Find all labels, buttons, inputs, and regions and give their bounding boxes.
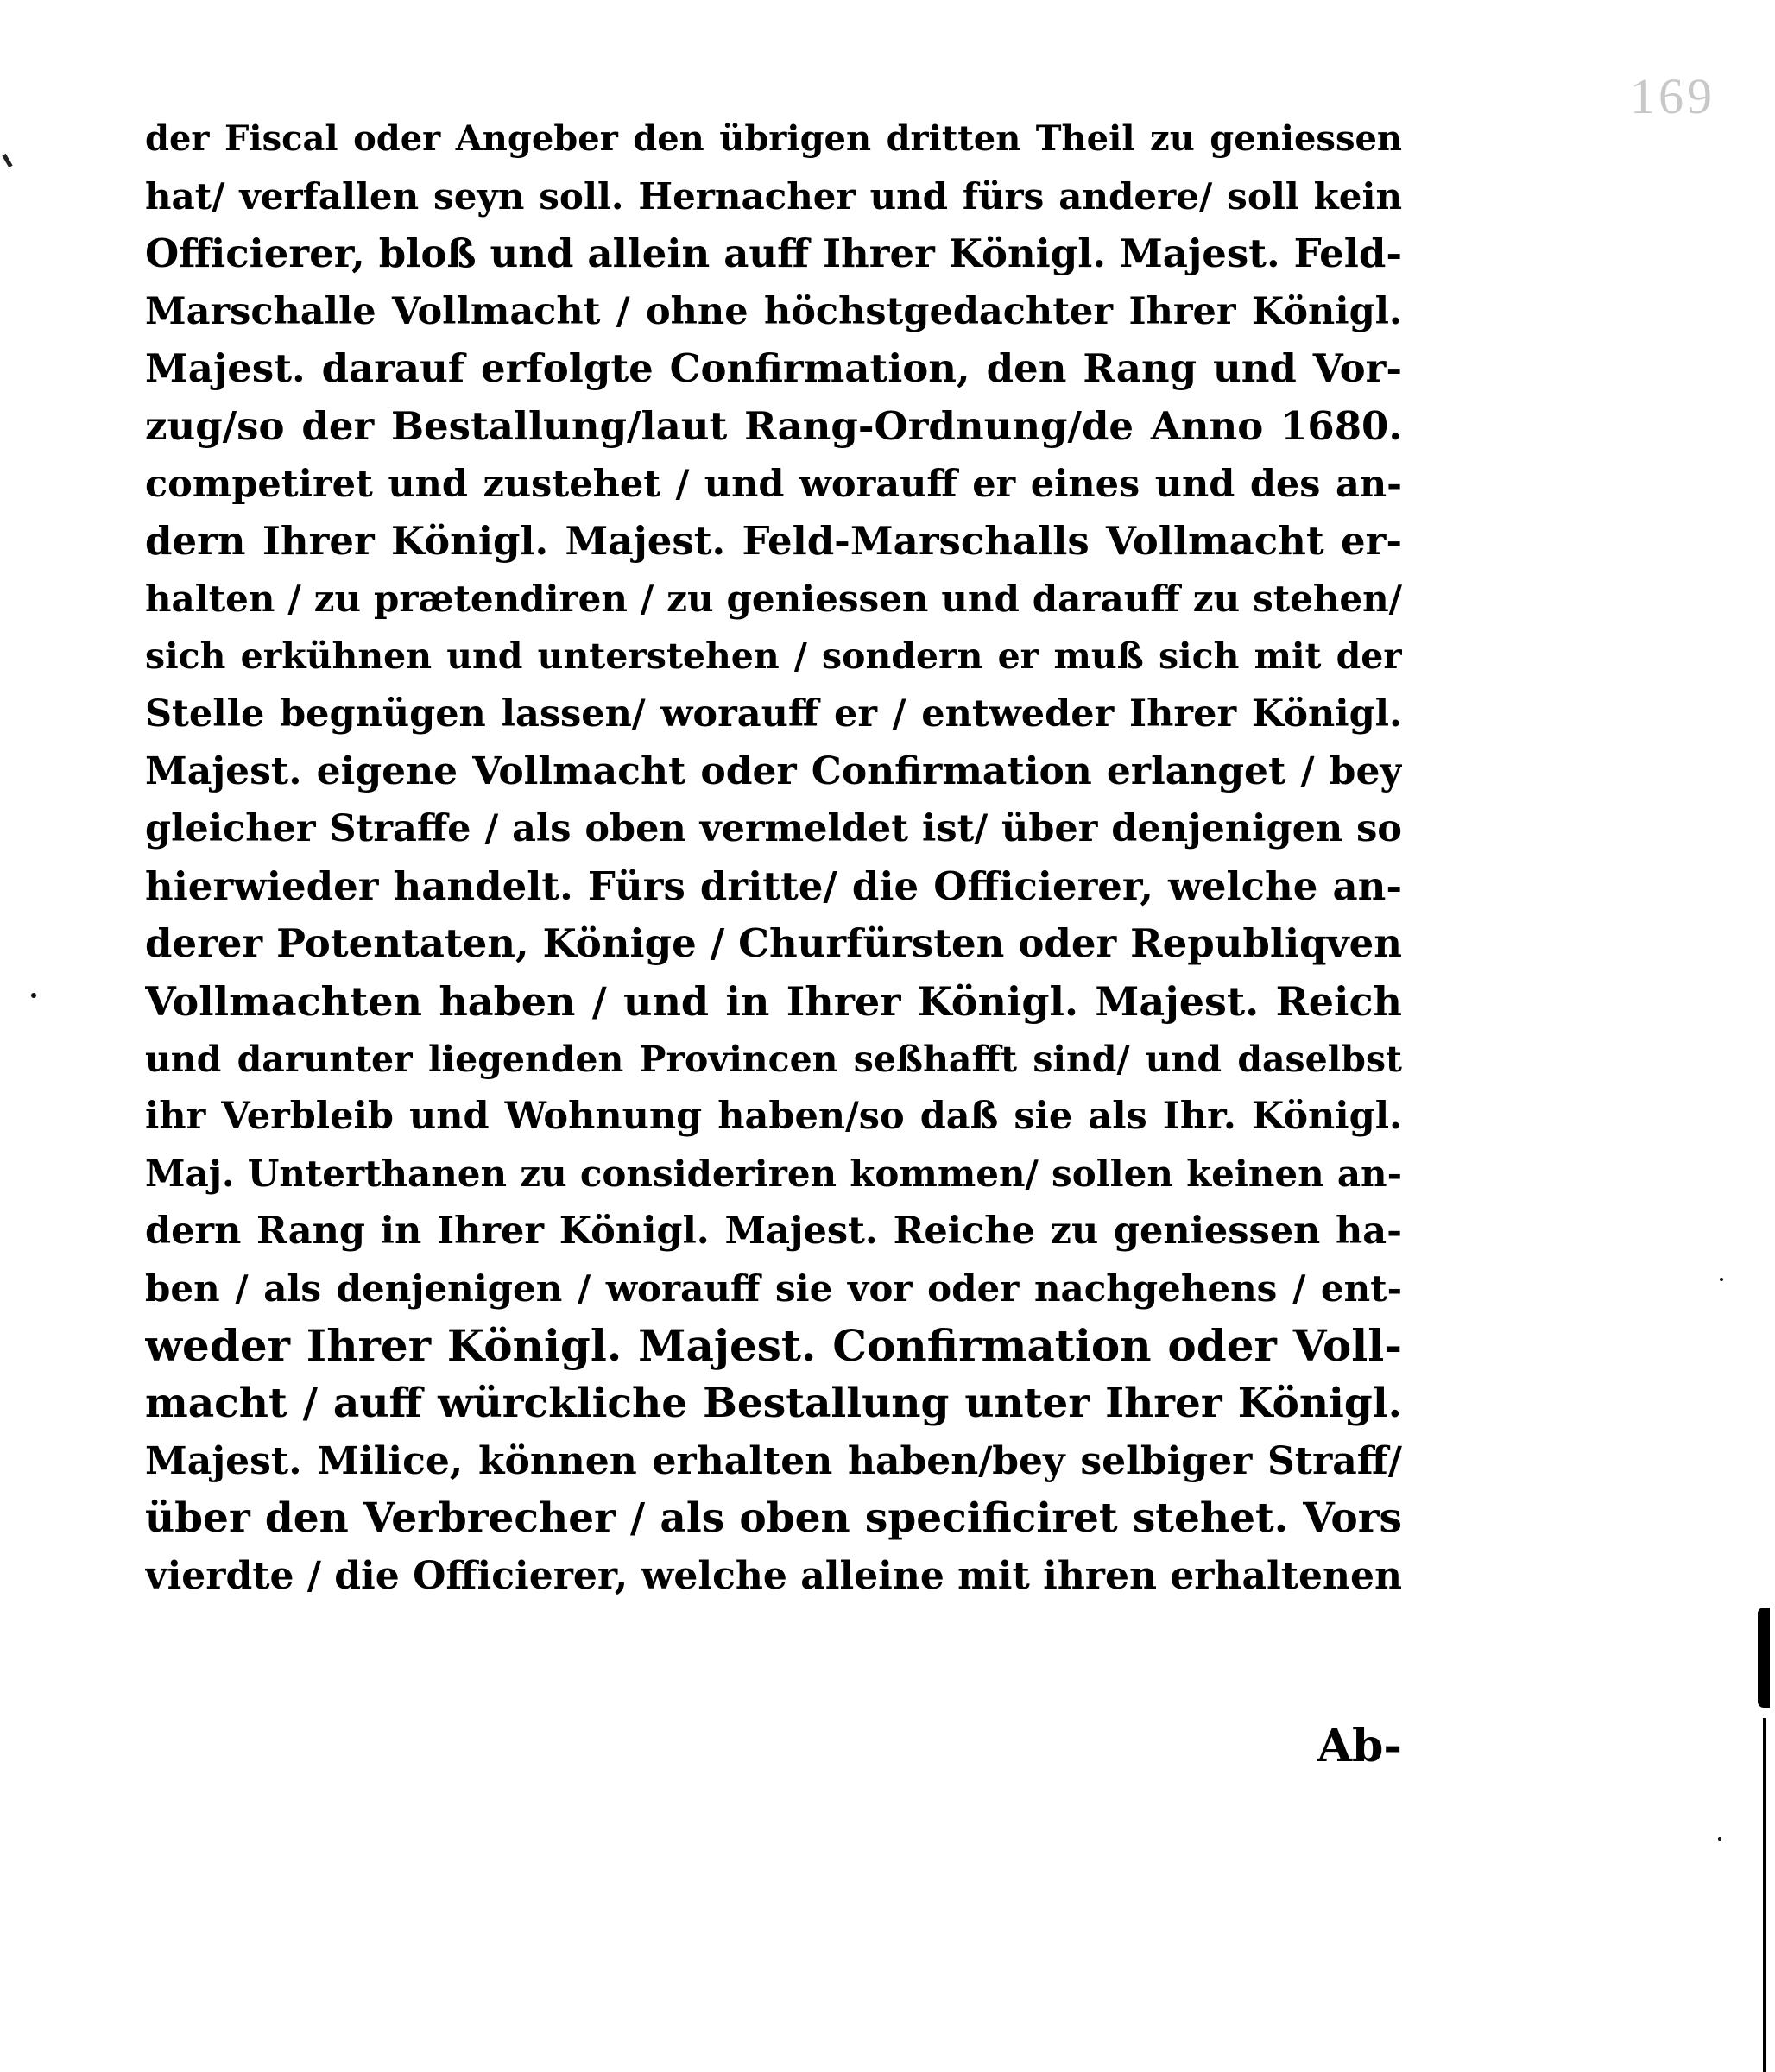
text-line: halten / zu prætendiren / zu geniessen und darauff zu stehen/: [145, 577, 1402, 620]
text-line: der Fiscal oder Angeber den übrigen dritten Theil zu geniessen: [145, 118, 1402, 159]
text-line: Majest. Milice, können erhalten haben/bey selbiger Straff/: [145, 1438, 1402, 1483]
text-line: dern Ihrer Königl. Majest. Feld-Marschalls Vollmacht er-: [145, 518, 1402, 565]
text-line: Officierer, bloß und allein auff Ihrer Königl. Majest. Feld-: [145, 231, 1402, 277]
text-line: ihr Verbleib und Wohnung haben/so daß sie als Ihr. Königl.: [145, 1095, 1402, 1139]
ink-speck: [1718, 1837, 1721, 1841]
text-line: Majest. darauf erfolgte Confirmation, den Rang und Vor-: [145, 345, 1402, 392]
text-line: macht / auff würckliche Bestallung unter Ihrer Königl.: [145, 1380, 1402, 1428]
page-edge-shadow: [1758, 1608, 1770, 1708]
text-line: Vollmachten haben / und in Ihrer Königl. Majest. Reich: [145, 977, 1402, 1025]
ink-speck: [1720, 1278, 1723, 1281]
ink-speck: [31, 993, 36, 998]
text-line: weder Ihrer Königl. Majest. Confirmation oder Voll-: [145, 1320, 1402, 1372]
text-line: Maj. Unterthanen zu consideriren kommen/ sollen keinen an-: [145, 1152, 1402, 1195]
text-line: und darunter liegenden Provincen seßhafft sind/ und daselbst: [145, 1038, 1402, 1080]
text-line: Majest. eigene Vollmacht oder Confirmation erlanget / bey: [145, 749, 1402, 793]
margin-speck: [2, 154, 12, 167]
text-line: sich erkühnen und unterstehen / sondern er muß sich mit der: [145, 635, 1402, 678]
text-line: Marschalle Vollmacht / ohne höchstgedachter Ihrer Königl.: [145, 289, 1402, 333]
text-line: vierdte / die Officierer, welche alleine mit ihren erhaltenen: [145, 1553, 1402, 1598]
body-text: [145, 111, 1402, 1605]
text-line: Stelle begnügen lassen/ worauff er / entweder Ihrer Königl.: [145, 692, 1402, 736]
text-line: gleicher Straffe / als oben vermeldet ist/ über denjenigen so: [145, 807, 1402, 851]
text-line: derer Potentaten, Könige / Churfürsten oder Republiqven: [145, 920, 1402, 967]
page-edge-line: [1763, 1718, 1766, 2072]
text-line: zug/so der Bestallung/laut Rang-Ordnung/de Anno 1680.: [145, 402, 1402, 449]
catchword: Ab-: [1317, 1720, 1402, 1772]
text-line: ben / als denjenigen / worauff sie vor oder nachgehens / ent-: [145, 1267, 1402, 1310]
text-line: dern Rang in Ihrer Königl. Majest. Reiche zu geniessen ha-: [145, 1210, 1402, 1254]
text-line: hat/ verfallen seyn soll. Hernacher und fürs andere/ soll kein: [145, 174, 1402, 218]
page-number-mark: 169: [1630, 68, 1715, 124]
text-line: über den Verbrecher / als oben specificiret stehet. Vors: [145, 1494, 1402, 1543]
text-line: hierwieder handelt. Fürs dritte/ die Officierer, welche an-: [145, 862, 1402, 909]
text-line: competiret und zustehet / und worauff er eines und des an-: [145, 462, 1402, 506]
